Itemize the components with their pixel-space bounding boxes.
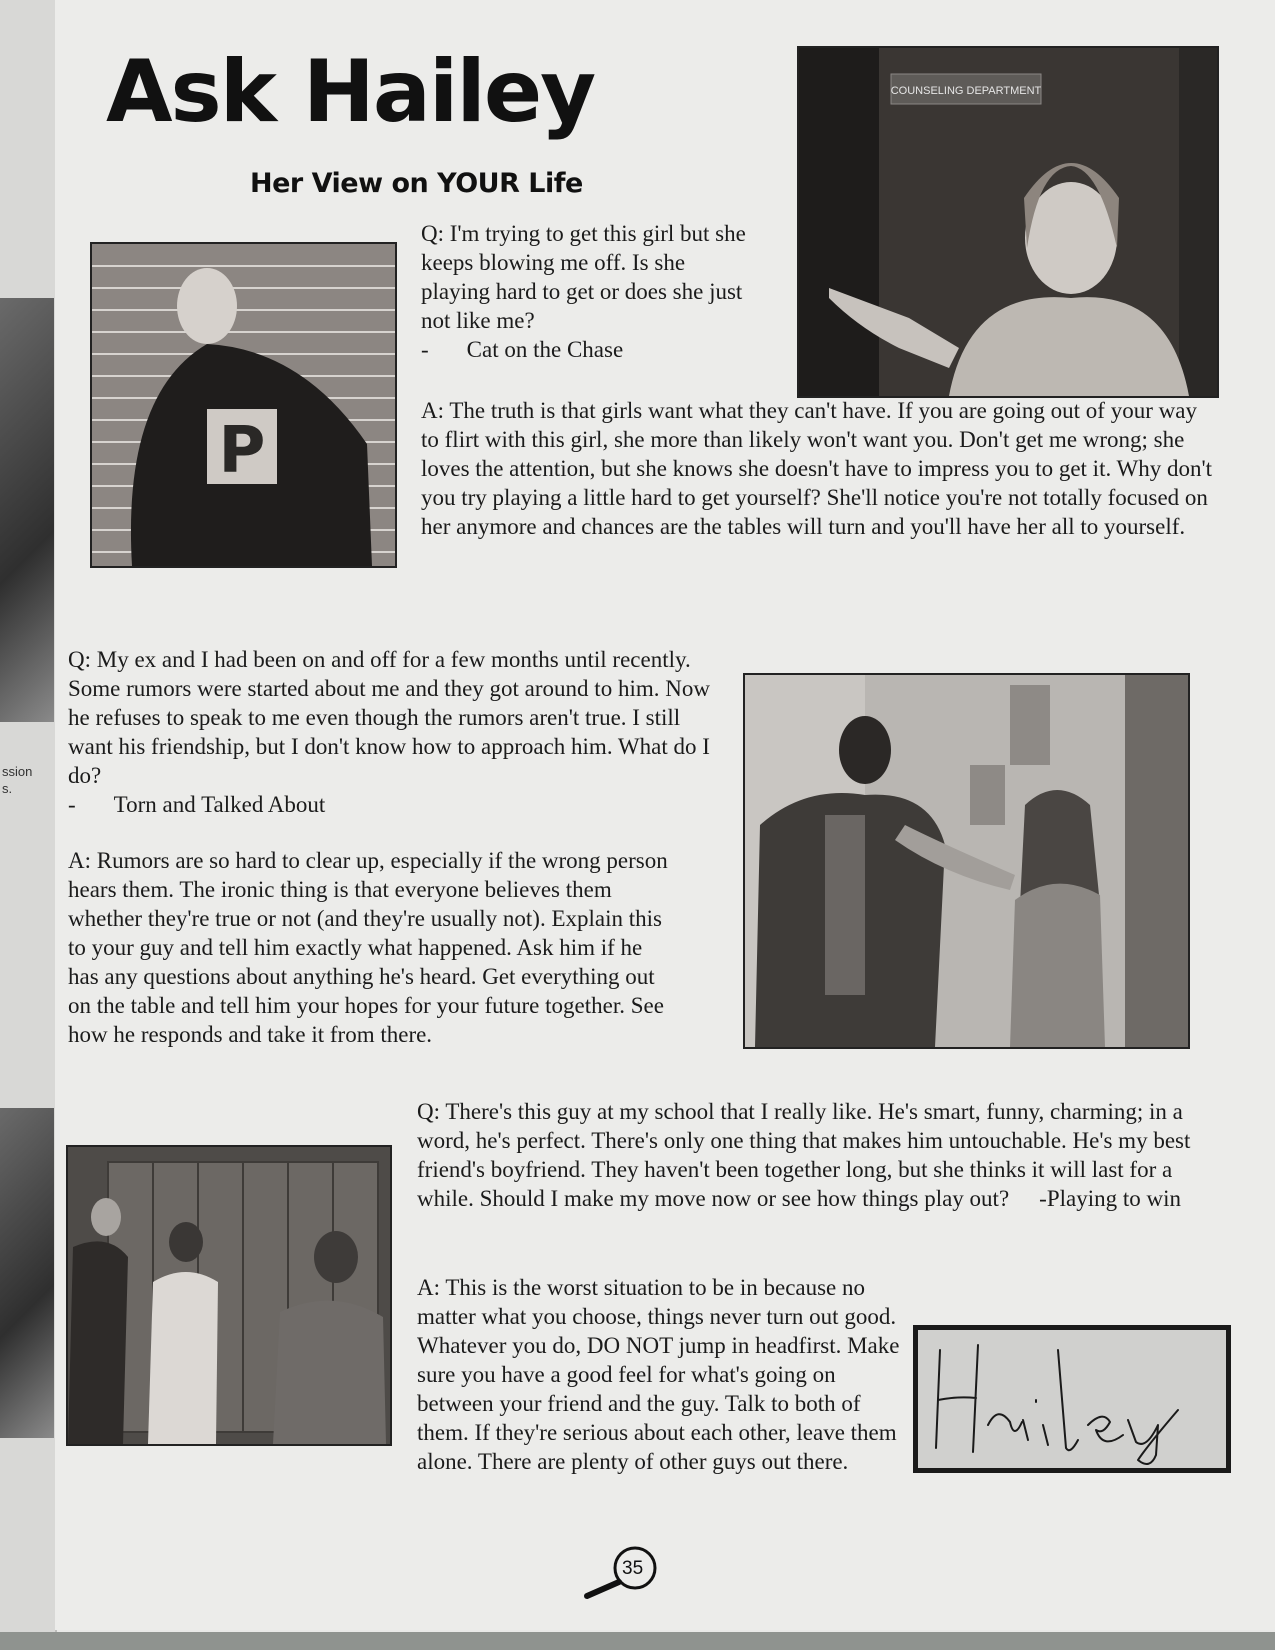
question-2-signoff-name: Torn and Talked About — [113, 792, 326, 817]
previous-page-edge — [0, 0, 57, 1650]
door-sign-text: COUNSELING DEPARTMENT — [890, 85, 1042, 97]
answer-2: A: Rumors are so hard to clear up, especially if the wrong person hears them. The ironic thing is that everyone believes them whether they're true or not (and they're usually not). Explain this to your guy and tell him exactly what happened. Ask him if he has any questions about anything he's heard. Get everything out on the table and tell him your hopes for your future together. See how he responds and take it from there. — [68, 848, 668, 1047]
page-bottom-edge — [0, 1632, 1275, 1650]
page-number-text: 35 — [622, 1558, 644, 1579]
edge-photo-top — [0, 298, 54, 722]
question-1 — [421, 219, 751, 364]
hailey-photo — [797, 46, 1219, 398]
edge-photo-bottom — [0, 1108, 54, 1438]
question-2-signoff: - Torn and Talked About — [68, 792, 326, 817]
jacket-letter: P — [218, 414, 266, 488]
question-1-signoff: - Cat on the Chase — [421, 337, 624, 362]
page-title: Ask Hailey — [106, 42, 595, 142]
page-number — [583, 1546, 673, 1600]
question-1-text: Q: I'm trying to get this girl but she keeps blowing me off. Is she playing hard to get or does she just not like me? — [421, 221, 746, 333]
signature-text — [918, 1468, 919, 1469]
question-2-text: Q: My ex and I had been on and off for a few months until recently. Some rumors were started about me and they got around to him. Now he refuses to speak to me even though the rumors aren't true. I still want his friendship, but I don't know how to approach him. What do I do? — [68, 647, 710, 788]
question-3 — [417, 1097, 1197, 1213]
answer-1: A: The truth is that girls want what they can't have. If you are going out of your way to flirt with this girl, she more than likely won't want you. Don't get me wrong; she loves the attention, but she knows she doesn't have to impress you to get it. Why don't you try playing a little hard to get yourself? She'll notice you're not totally focused on her anymore and chances are the tables will turn and you'll have her all to yourself. — [421, 398, 1213, 539]
jacket-boy-photo — [90, 242, 397, 568]
answer-3: A: This is the worst situation to be in because no matter what you choose, things never turn out good. Whatever you do, DO NOT jump in headfirst. Make sure you have a good feel for what's going on between your friend and the guy. Talk to both of them. If they're serious about each other, leave them alone. There are plenty of other guys out there. — [417, 1275, 900, 1474]
hailey-signature — [913, 1325, 1231, 1473]
edge-caption-line2: s. — [2, 781, 13, 796]
question-2 — [68, 645, 718, 819]
lockers-photo — [66, 1145, 392, 1446]
edge-caption — [2, 763, 32, 797]
students-photo — [743, 673, 1190, 1049]
question-3-signoff: -Playing to win — [1039, 1186, 1182, 1211]
question-3-body: Q: There's this guy at my school that I really like. He's smart, funny, charming; in a word, he's perfect. There's only one thing that makes him untouchable. He's my best friend's boyfriend. They haven't been together long, but she thinks it will last for a while. Should I make my move now or see how things play out? — [417, 1099, 1191, 1211]
edge-caption-line1: ssion — [2, 764, 33, 779]
question-3-text — [417, 1097, 1197, 1213]
page-subtitle: Her View on YOUR Life — [250, 168, 583, 199]
question-1-signoff-name: Cat on the Chase — [466, 337, 624, 362]
